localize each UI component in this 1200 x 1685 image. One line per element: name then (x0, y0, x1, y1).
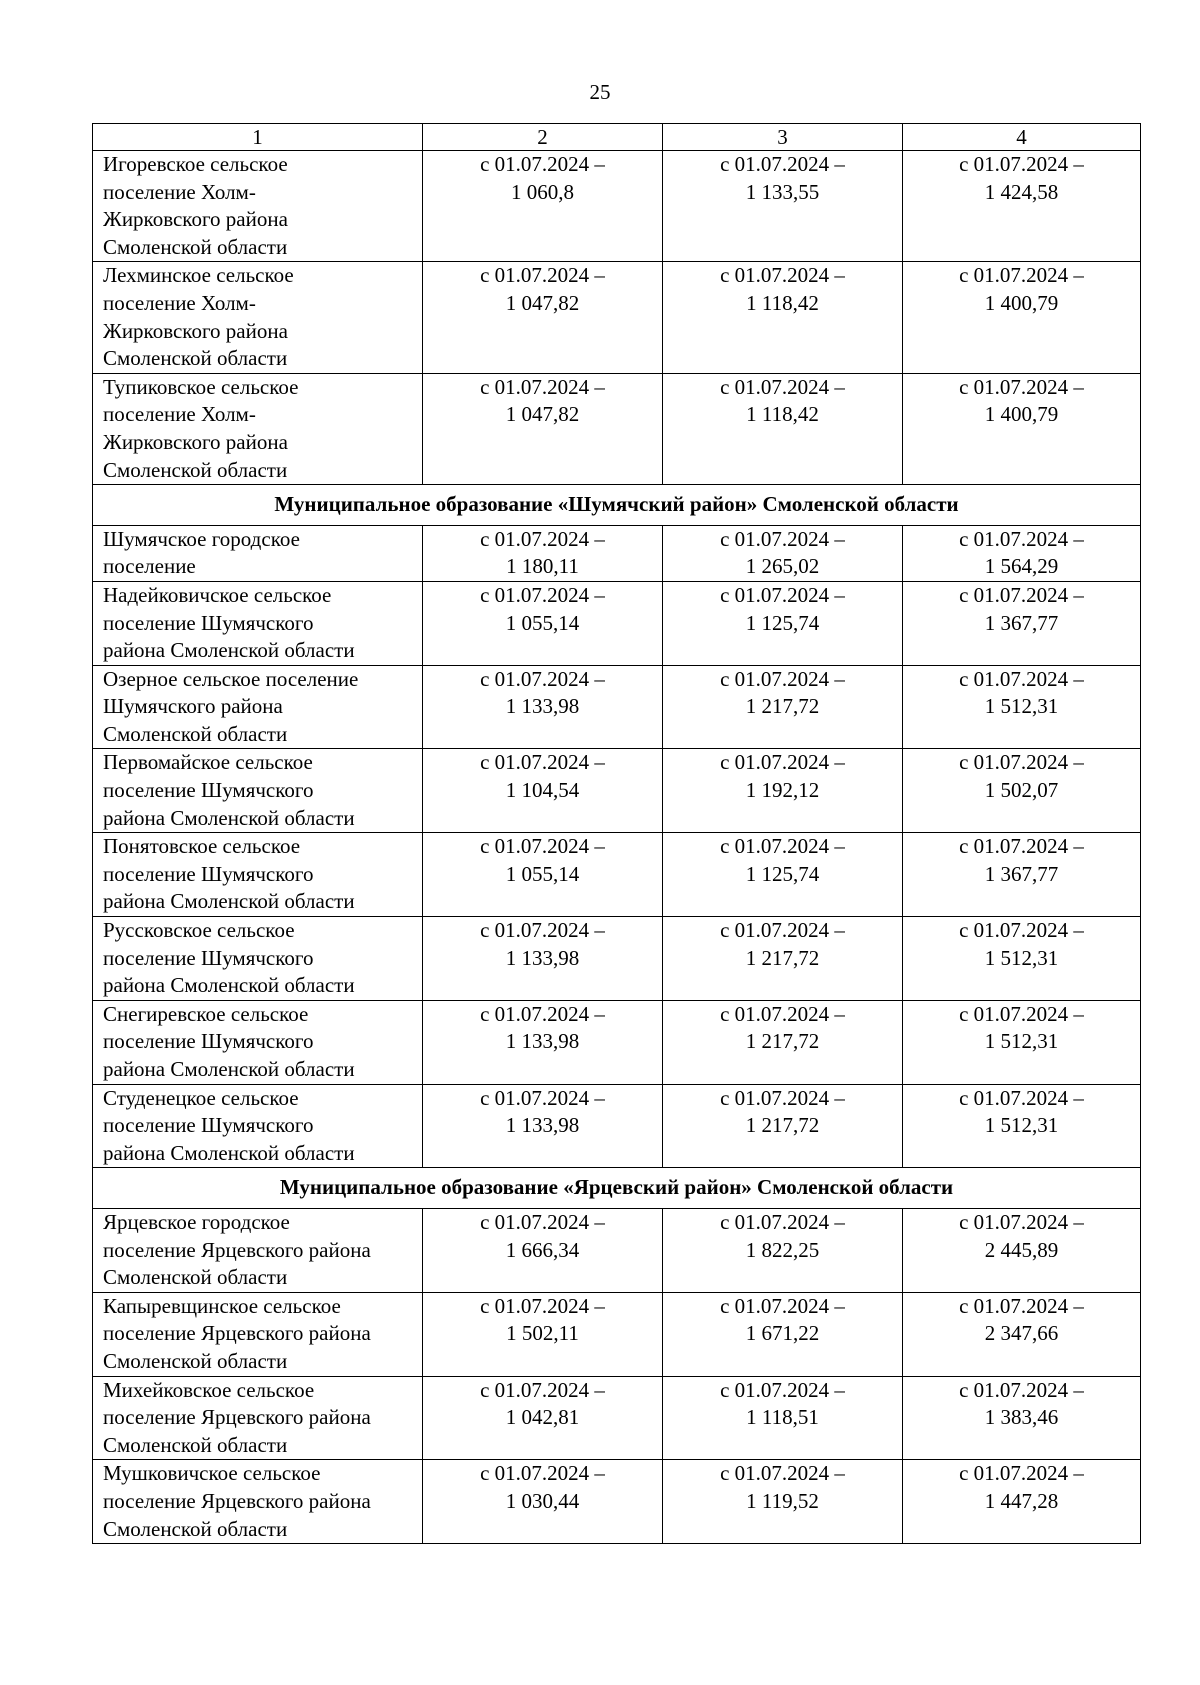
tariff-value: 1 671,22 (745, 1321, 820, 1346)
tariff-cell-col2 (423, 151, 663, 262)
table-row (93, 525, 1141, 581)
tariff-table (92, 123, 1141, 1544)
settlement-name-line: Лехминское сельское (103, 263, 294, 288)
tariff-value: 1 822,25 (745, 1237, 820, 1262)
settlement-name-line: района Смоленской области (103, 973, 355, 998)
tariff-cell-col2 (423, 833, 663, 917)
tariff-value: 1 192,12 (745, 778, 820, 803)
settlement-name-line: поселение Ярцевского района (103, 1237, 371, 1262)
settlement-name-cell (93, 373, 423, 484)
tariff-value: 1 180,11 (506, 554, 579, 579)
tariff-value: 1 383,46 (984, 1405, 1059, 1430)
effective-date: с 01.07.2024 – (720, 750, 845, 775)
settlement-name-line: поселение Шумячского (103, 861, 314, 886)
tariff-value: 1 217,72 (745, 945, 820, 970)
table-row (93, 665, 1141, 749)
effective-date: с 01.07.2024 – (480, 1209, 605, 1234)
table-row (93, 1000, 1141, 1084)
tariff-cell-col3 (663, 665, 903, 749)
effective-date: с 01.07.2024 – (480, 918, 605, 943)
tariff-cell-col3 (663, 581, 903, 665)
tariff-cell-col4 (903, 525, 1141, 581)
effective-date: с 01.07.2024 – (480, 1001, 605, 1026)
column-header-1: 1 (93, 124, 423, 151)
tariff-cell-col4 (903, 373, 1141, 484)
tariff-value: 1 512,31 (984, 1029, 1059, 1054)
settlement-name-line: Смоленской области (103, 346, 288, 371)
settlement-name-line: района Смоленской области (103, 1057, 355, 1081)
table-row (93, 1084, 1141, 1168)
effective-date: с 01.07.2024 – (959, 374, 1084, 399)
tariff-value: 1 125,74 (745, 610, 820, 635)
effective-date: с 01.07.2024 – (480, 834, 605, 859)
tariff-cell-col3 (663, 1084, 903, 1168)
settlement-name-line: Смоленской области (103, 234, 288, 259)
section-heading: Муниципальное образование «Шумячский район» Смоленской области (93, 485, 1141, 526)
tariff-cell-col2 (423, 1208, 663, 1292)
tariff-cell-col4 (903, 665, 1141, 749)
tariff-cell-col2 (423, 917, 663, 1001)
section-row (93, 485, 1141, 526)
settlement-name-line: района Смоленской области (103, 805, 355, 830)
effective-date: с 01.07.2024 – (959, 1085, 1084, 1110)
tariff-value: 1 055,14 (505, 861, 580, 886)
settlement-name-cell (93, 525, 423, 581)
settlement-name-line: поселение Шумячского (103, 1113, 314, 1138)
effective-date: с 01.07.2024 – (720, 834, 845, 859)
tariff-value: 1 125,74 (745, 861, 820, 886)
settlement-name-line: Жирковского района (103, 207, 288, 232)
table-row (93, 1208, 1141, 1292)
effective-date: с 01.07.2024 – (959, 263, 1084, 288)
settlement-name-line: поселение Ярцевского района (103, 1405, 371, 1430)
effective-date: с 01.07.2024 – (480, 263, 605, 288)
tariff-value: 2 445,89 (984, 1237, 1059, 1262)
tariff-cell-col4 (903, 1460, 1141, 1544)
settlement-name-line: Руссковское сельское (103, 918, 295, 943)
settlement-name-line: Ярцевское городское (103, 1209, 290, 1234)
tariff-cell-col2 (423, 1460, 663, 1544)
tariff-cell-col3 (663, 525, 903, 581)
tariff-value: 1 133,98 (505, 945, 580, 970)
tariff-value: 1 133,98 (505, 694, 580, 719)
effective-date: с 01.07.2024 – (959, 1001, 1084, 1026)
tariff-value: 1 060,8 (511, 179, 574, 204)
tariff-value: 1 512,31 (984, 945, 1059, 970)
tariff-value: 1 042,81 (505, 1405, 580, 1430)
settlement-name-line: поселение (103, 554, 196, 579)
tariff-value: 1 133,98 (505, 1029, 580, 1054)
settlement-name-line: Студенецкое сельское (103, 1085, 299, 1110)
settlement-name-line: Жирковского района (103, 429, 288, 454)
tariff-value: 1 133,98 (505, 1113, 580, 1138)
table-header-row (93, 124, 1141, 151)
effective-date: с 01.07.2024 – (959, 1377, 1084, 1402)
tariff-value: 1 119,52 (746, 1488, 819, 1513)
tariff-value: 1 133,55 (745, 179, 820, 204)
tariff-cell-col2 (423, 525, 663, 581)
table-row (93, 1376, 1141, 1460)
tariff-cell-col3 (663, 1000, 903, 1084)
effective-date: с 01.07.2024 – (959, 1293, 1084, 1318)
effective-date: с 01.07.2024 – (480, 666, 605, 691)
settlement-name-line: Озерное сельское поселение (103, 666, 359, 691)
tariff-cell-col4 (903, 917, 1141, 1001)
effective-date: с 01.07.2024 – (720, 1085, 845, 1110)
effective-date: с 01.07.2024 – (959, 582, 1084, 607)
tariff-value: 1 502,11 (506, 1321, 579, 1346)
settlement-name-line: Смоленской области (103, 457, 288, 482)
settlement-name-line: поселение Шумячского (103, 778, 314, 803)
tariff-value: 1 118,51 (746, 1405, 819, 1430)
settlement-name-line: Смоленской области (103, 1516, 288, 1541)
tariff-value: 1 118,42 (746, 402, 819, 427)
settlement-name-line: поселение Шумячского (103, 610, 314, 635)
tariff-cell-col3 (663, 1376, 903, 1460)
settlement-name-cell (93, 749, 423, 833)
tariff-value: 1 512,31 (984, 694, 1059, 719)
tariff-value: 1 666,34 (505, 1237, 580, 1262)
tariff-cell-col4 (903, 581, 1141, 665)
effective-date: с 01.07.2024 – (959, 1461, 1084, 1486)
column-header-4: 4 (903, 124, 1141, 151)
table-body (93, 124, 1141, 1544)
settlement-name-cell (93, 151, 423, 262)
tariff-cell-col4 (903, 1208, 1141, 1292)
tariff-value: 1 265,02 (745, 554, 820, 579)
tariff-cell-col3 (663, 373, 903, 484)
tariff-cell-col3 (663, 1208, 903, 1292)
effective-date: с 01.07.2024 – (720, 582, 845, 607)
tariff-value: 1 030,44 (505, 1488, 580, 1513)
effective-date: с 01.07.2024 – (480, 152, 605, 176)
settlement-name-line: поселение Холм- (103, 290, 256, 315)
tariff-value: 1 400,79 (984, 290, 1059, 315)
settlement-name-line: Смоленской области (103, 1348, 288, 1373)
tariff-value: 1 118,42 (746, 290, 819, 315)
effective-date: с 01.07.2024 – (959, 918, 1084, 943)
settlement-name-line: Тупиковское сельское (103, 374, 299, 399)
tariff-cell-col2 (423, 1376, 663, 1460)
settlement-name-line: Понятовское сельское (103, 834, 301, 859)
settlement-name-cell (93, 1292, 423, 1376)
tariff-cell-col4 (903, 833, 1141, 917)
effective-date: с 01.07.2024 – (480, 1461, 605, 1486)
effective-date: с 01.07.2024 – (959, 666, 1084, 691)
section-row (93, 1168, 1141, 1209)
settlement-name-line: района Смоленской области (103, 889, 355, 914)
tariff-cell-col3 (663, 151, 903, 262)
settlement-name-cell (93, 833, 423, 917)
settlement-name-line: поселение Холм- (103, 179, 256, 204)
table-row (93, 749, 1141, 833)
settlement-name-line: Игоревское сельское (103, 152, 288, 176)
tariff-cell-col4 (903, 262, 1141, 373)
settlement-name-line: Смоленской области (103, 721, 288, 746)
settlement-name-cell (93, 262, 423, 373)
section-heading: Муниципальное образование «Ярцевский район» Смоленской области (93, 1168, 1141, 1209)
tariff-value: 1 047,82 (505, 402, 580, 427)
tariff-cell-col3 (663, 749, 903, 833)
settlement-name-line: Смоленской области (103, 1265, 288, 1290)
effective-date: с 01.07.2024 – (480, 526, 605, 551)
settlement-name-cell (93, 917, 423, 1001)
tariff-cell-col2 (423, 1292, 663, 1376)
tariff-cell-col3 (663, 1292, 903, 1376)
tariff-cell-col4 (903, 1000, 1141, 1084)
effective-date: с 01.07.2024 – (480, 1085, 605, 1110)
tariff-cell-col4 (903, 1292, 1141, 1376)
effective-date: с 01.07.2024 – (959, 1209, 1084, 1234)
tariff-value: 1 400,79 (984, 402, 1059, 427)
table-row (93, 833, 1141, 917)
effective-date: с 01.07.2024 – (480, 1293, 605, 1318)
effective-date: с 01.07.2024 – (720, 1209, 845, 1234)
tariff-cell-col3 (663, 833, 903, 917)
effective-date: с 01.07.2024 – (720, 666, 845, 691)
table-row (93, 373, 1141, 484)
effective-date: с 01.07.2024 – (720, 263, 845, 288)
column-header-3: 3 (663, 124, 903, 151)
settlement-name-line: поселение Ярцевского района (103, 1488, 371, 1513)
tariff-value: 1 502,07 (984, 778, 1059, 803)
table-row (93, 917, 1141, 1001)
column-header-2: 2 (423, 124, 663, 151)
tariff-cell-col4 (903, 1376, 1141, 1460)
tariff-value: 1 447,28 (984, 1488, 1059, 1513)
tariff-cell-col4 (903, 749, 1141, 833)
tariff-cell-col4 (903, 1084, 1141, 1168)
settlement-name-cell (93, 1460, 423, 1544)
tariff-value: 1 424,58 (984, 179, 1059, 204)
tariff-value: 1 564,29 (984, 554, 1059, 579)
tariff-cell-col3 (663, 1460, 903, 1544)
tariff-value: 2 347,66 (984, 1321, 1059, 1346)
effective-date: с 01.07.2024 – (720, 152, 845, 176)
effective-date: с 01.07.2024 – (959, 750, 1084, 775)
tariff-cell-col3 (663, 917, 903, 1001)
settlement-name-line: Жирковского района (103, 318, 288, 343)
settlement-name-line: Шумячское городское (103, 526, 300, 551)
tariff-cell-col2 (423, 665, 663, 749)
effective-date: с 01.07.2024 – (720, 918, 845, 943)
effective-date: с 01.07.2024 – (720, 1377, 845, 1402)
settlement-name-line: Смоленской области (103, 1432, 288, 1457)
tariff-cell-col2 (423, 262, 663, 373)
settlement-name-cell (93, 1084, 423, 1168)
effective-date: с 01.07.2024 – (720, 1001, 845, 1026)
tariff-value: 1 104,54 (505, 778, 580, 803)
tariff-cell-col2 (423, 373, 663, 484)
settlement-name-line: Надейковичское сельское (103, 582, 332, 607)
settlement-name-cell (93, 665, 423, 749)
effective-date: с 01.07.2024 – (720, 374, 845, 399)
settlement-name-line: района Смоленской области (103, 1140, 355, 1165)
settlement-name-line: Михейковское сельское (103, 1377, 315, 1402)
settlement-name-cell (93, 581, 423, 665)
tariff-value: 1 367,77 (984, 861, 1059, 886)
settlement-name-line: Капыревщинское сельское (103, 1293, 341, 1318)
settlement-name-line: поселение Ярцевского района (103, 1321, 371, 1346)
table-row (93, 151, 1141, 262)
settlement-name-line: Мушковичское сельское (103, 1461, 321, 1486)
effective-date: с 01.07.2024 – (720, 1461, 845, 1486)
settlement-name-line: Первомайское сельское (103, 750, 313, 775)
effective-date: с 01.07.2024 – (720, 1293, 845, 1318)
settlement-name-line: района Смоленской области (103, 638, 355, 663)
settlement-name-line: Снегиревское сельское (103, 1001, 309, 1026)
tariff-cell-col2 (423, 581, 663, 665)
tariff-cell-col3 (663, 262, 903, 373)
effective-date: с 01.07.2024 – (480, 374, 605, 399)
effective-date: с 01.07.2024 – (959, 834, 1084, 859)
tariff-value: 1 217,72 (745, 1113, 820, 1138)
settlement-name-line: поселение Холм- (103, 402, 256, 427)
effective-date: с 01.07.2024 – (959, 526, 1084, 551)
table-row (93, 581, 1141, 665)
settlement-name-cell (93, 1000, 423, 1084)
tariff-value: 1 055,14 (505, 610, 580, 635)
effective-date: с 01.07.2024 – (720, 526, 845, 551)
tariff-value: 1 217,72 (745, 1029, 820, 1054)
tariff-cell-col2 (423, 1084, 663, 1168)
tariff-value: 1 512,31 (984, 1113, 1059, 1138)
tariff-cell-col2 (423, 749, 663, 833)
settlement-name-cell (93, 1208, 423, 1292)
settlement-name-line: поселение Шумячского (103, 1029, 314, 1054)
effective-date: с 01.07.2024 – (480, 750, 605, 775)
tariff-value: 1 217,72 (745, 694, 820, 719)
effective-date: с 01.07.2024 – (959, 152, 1084, 176)
effective-date: с 01.07.2024 – (480, 582, 605, 607)
settlement-name-cell (93, 1376, 423, 1460)
tariff-value: 1 367,77 (984, 610, 1059, 635)
settlement-name-line: Шумячского района (103, 694, 283, 719)
tariff-cell-col4 (903, 151, 1141, 262)
table-row (93, 262, 1141, 373)
table-row (93, 1460, 1141, 1544)
table-row (93, 1292, 1141, 1376)
tariff-cell-col2 (423, 1000, 663, 1084)
tariff-value: 1 047,82 (505, 290, 580, 315)
page-number: 25 (589, 80, 611, 104)
settlement-name-line: поселение Шумячского (103, 945, 314, 970)
effective-date: с 01.07.2024 – (480, 1377, 605, 1402)
